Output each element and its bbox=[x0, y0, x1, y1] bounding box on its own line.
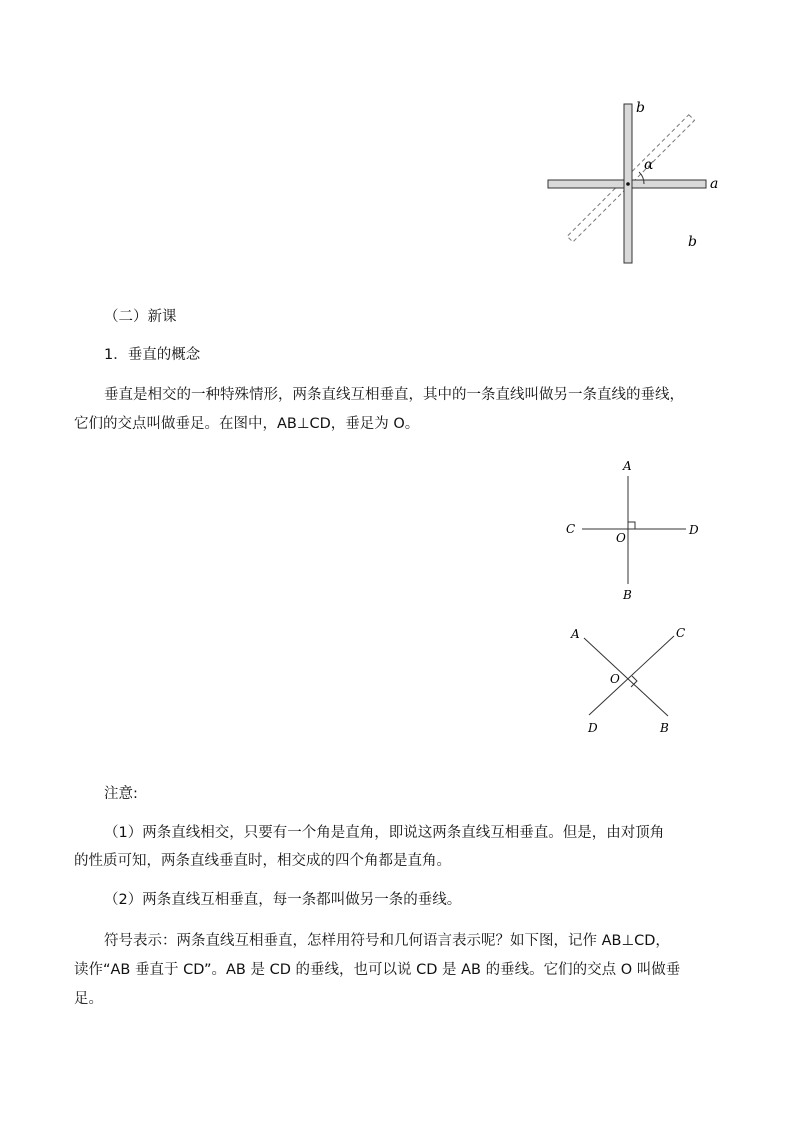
note-2: （2）两条直线互相垂直，每一条都叫做另一条的垂线。 bbox=[104, 892, 462, 908]
definition-line-2: 它们的交点叫做垂足。在图中，AB⊥CD，垂足为 O。 bbox=[74, 416, 420, 432]
label-C: C bbox=[566, 522, 576, 536]
line-cd-diagonal bbox=[589, 636, 674, 715]
right-angle-mark bbox=[628, 522, 635, 529]
label-C: C bbox=[676, 626, 686, 640]
label-B: B bbox=[660, 721, 669, 735]
label-O: O bbox=[610, 672, 620, 686]
label-D: D bbox=[588, 721, 598, 735]
line-ab-diagonal bbox=[584, 638, 668, 716]
label-alpha: α bbox=[644, 157, 654, 173]
section-heading: （二）新课 bbox=[104, 309, 177, 325]
symbol-line-2: 读作“AB 垂直于 CD”。AB 是 CD 的垂线，也可以说 CD 是 AB 的垂线。它们的交点 O 叫做垂 bbox=[74, 962, 681, 978]
label-b-top: b bbox=[636, 100, 645, 116]
right-angle-mark-diagonal bbox=[631, 676, 637, 687]
label-B: B bbox=[623, 588, 632, 602]
note-1-line-2: 的性质可知，两条直线垂直时，相交成的四个角都是直角。 bbox=[74, 853, 451, 869]
pivot-point bbox=[626, 182, 630, 186]
label-b-rotated: b bbox=[688, 234, 697, 250]
label-A: A bbox=[571, 627, 580, 641]
label-O: O bbox=[616, 531, 626, 545]
note-1-line-1: （1）两条直线相交，只要有一个角是直角，即说这两条直线互相垂直。但是，由对顶角 bbox=[104, 825, 665, 841]
symbol-line-3: 足。 bbox=[74, 991, 103, 1007]
label-a: a bbox=[710, 176, 719, 192]
notes-title: 注意: bbox=[104, 786, 138, 802]
symbol-line-1: 符号表示：两条直线互相垂直，怎样用符号和几何语言表示呢？如下图，记作 AB⊥CD， bbox=[104, 933, 670, 949]
perpendicular-figure-upright bbox=[560, 456, 710, 606]
definition-line-1: 垂直是相交的一种特殊情形，两条直线互相垂直，其中的一条直线叫做另一条直线的垂线， bbox=[104, 387, 684, 403]
rotating-strips-figure bbox=[540, 96, 730, 268]
label-D: D bbox=[689, 523, 699, 537]
section-subheading: 1．垂直的概念 bbox=[104, 347, 201, 363]
label-A: A bbox=[623, 459, 632, 473]
perpendicular-figure-diagonal bbox=[560, 622, 710, 742]
